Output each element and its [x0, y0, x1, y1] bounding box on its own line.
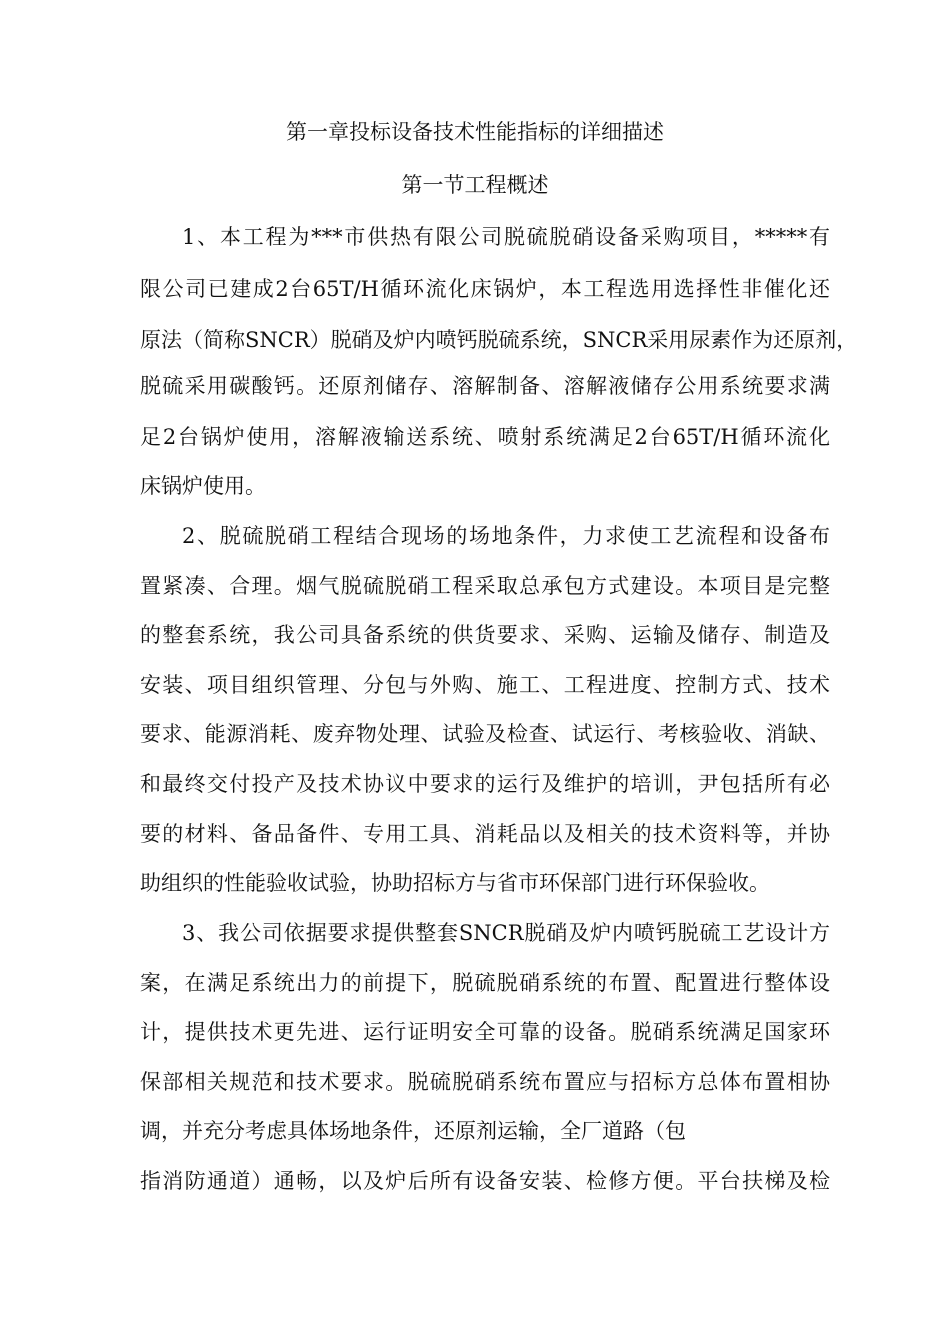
paragraph-2-line-3: 的整套系统，我公司具备系统的供货要求、采购、运输及储存、制造及 [140, 623, 830, 647]
paragraph-1-line-3: 原法（简称SNCR）脱硝及炉内喷钙脱硫系统，SNCR采用尿素作为还原剂， [140, 328, 858, 352]
paragraph-2-line-7: 要的材料、备品备件、专用工具、消耗品以及相关的技术资料等，并协 [140, 822, 830, 846]
section-title: 第一节工程概述 [401, 173, 549, 197]
paragraph-1-line-6: 床锅炉使用。 [140, 474, 266, 498]
paragraph-3-line-4: 保部相关规范和技术要求。脱硫脱硝系统布置应与招标方总体布置相协 [140, 1070, 830, 1094]
paragraph-2-line-8: 助组织的性能验收试验，协助招标方与省市环保部门进行环保验收。 [140, 871, 770, 895]
paragraph-3-line-2: 案，在满足系统出力的前提下，脱硫脱硝系统的布置、配置进行整体设 [140, 971, 830, 995]
paragraph-2-line-6: 和最终交付投产及技术协议中要求的运行及维护的培训，尹包括所有必 [140, 772, 830, 796]
paragraph-2-line-1: 2、脱硫脱硝工程结合现场的场地条件，力求使工艺流程和设备布 [182, 524, 830, 548]
paragraph-1-line-4: 脱硫采用碳酸钙。还原剂储存、溶解制备、溶解液储存公用系统要求满 [140, 374, 830, 398]
paragraph-2-line-4: 安装、项目组织管理、分包与外购、施工、工程进度、控制方式、技术 [140, 673, 830, 697]
paragraph-1-line-2: 限公司已建成2台65T/H循环流化床锅炉，本工程选用选择性非催化还 [140, 277, 830, 301]
paragraph-2-line-2: 置紧凑、合理。烟气脱硫脱硝工程采取总承包方式建设。本项目是完整 [140, 574, 830, 598]
paragraph-3-line-1: 3、我公司依据要求提供整套SNCR脱硝及炉内喷钙脱硫工艺设计方 [182, 921, 830, 945]
paragraph-1-line-5: 足2台锅炉使用，溶解液输送系统、喷射系统满足2台65T/H循环流化 [140, 425, 830, 449]
paragraph-3-line-6: 指消防通道）通畅，以及炉后所有设备安装、检修方便。平台扶梯及检 [140, 1169, 830, 1193]
chapter-title: 第一章投标设备技术性能指标的详细描述 [286, 120, 664, 144]
paragraph-3-line-3: 计，提供技术更先进、运行证明安全可靠的设备。脱硝系统满足国家环 [140, 1020, 830, 1044]
paragraph-3-line-5: 调，并充分考虑具体场地条件，还原剂运输，全厂道路（包 [140, 1119, 686, 1143]
paragraph-1-line-1: 1、本工程为***市供热有限公司脱硫脱硝设备采购项目，*****有 [182, 225, 830, 249]
paragraph-2-line-5: 要求、能源消耗、废弃物处理、试验及检查、试运行、考核验收、消缺、 [140, 722, 830, 746]
